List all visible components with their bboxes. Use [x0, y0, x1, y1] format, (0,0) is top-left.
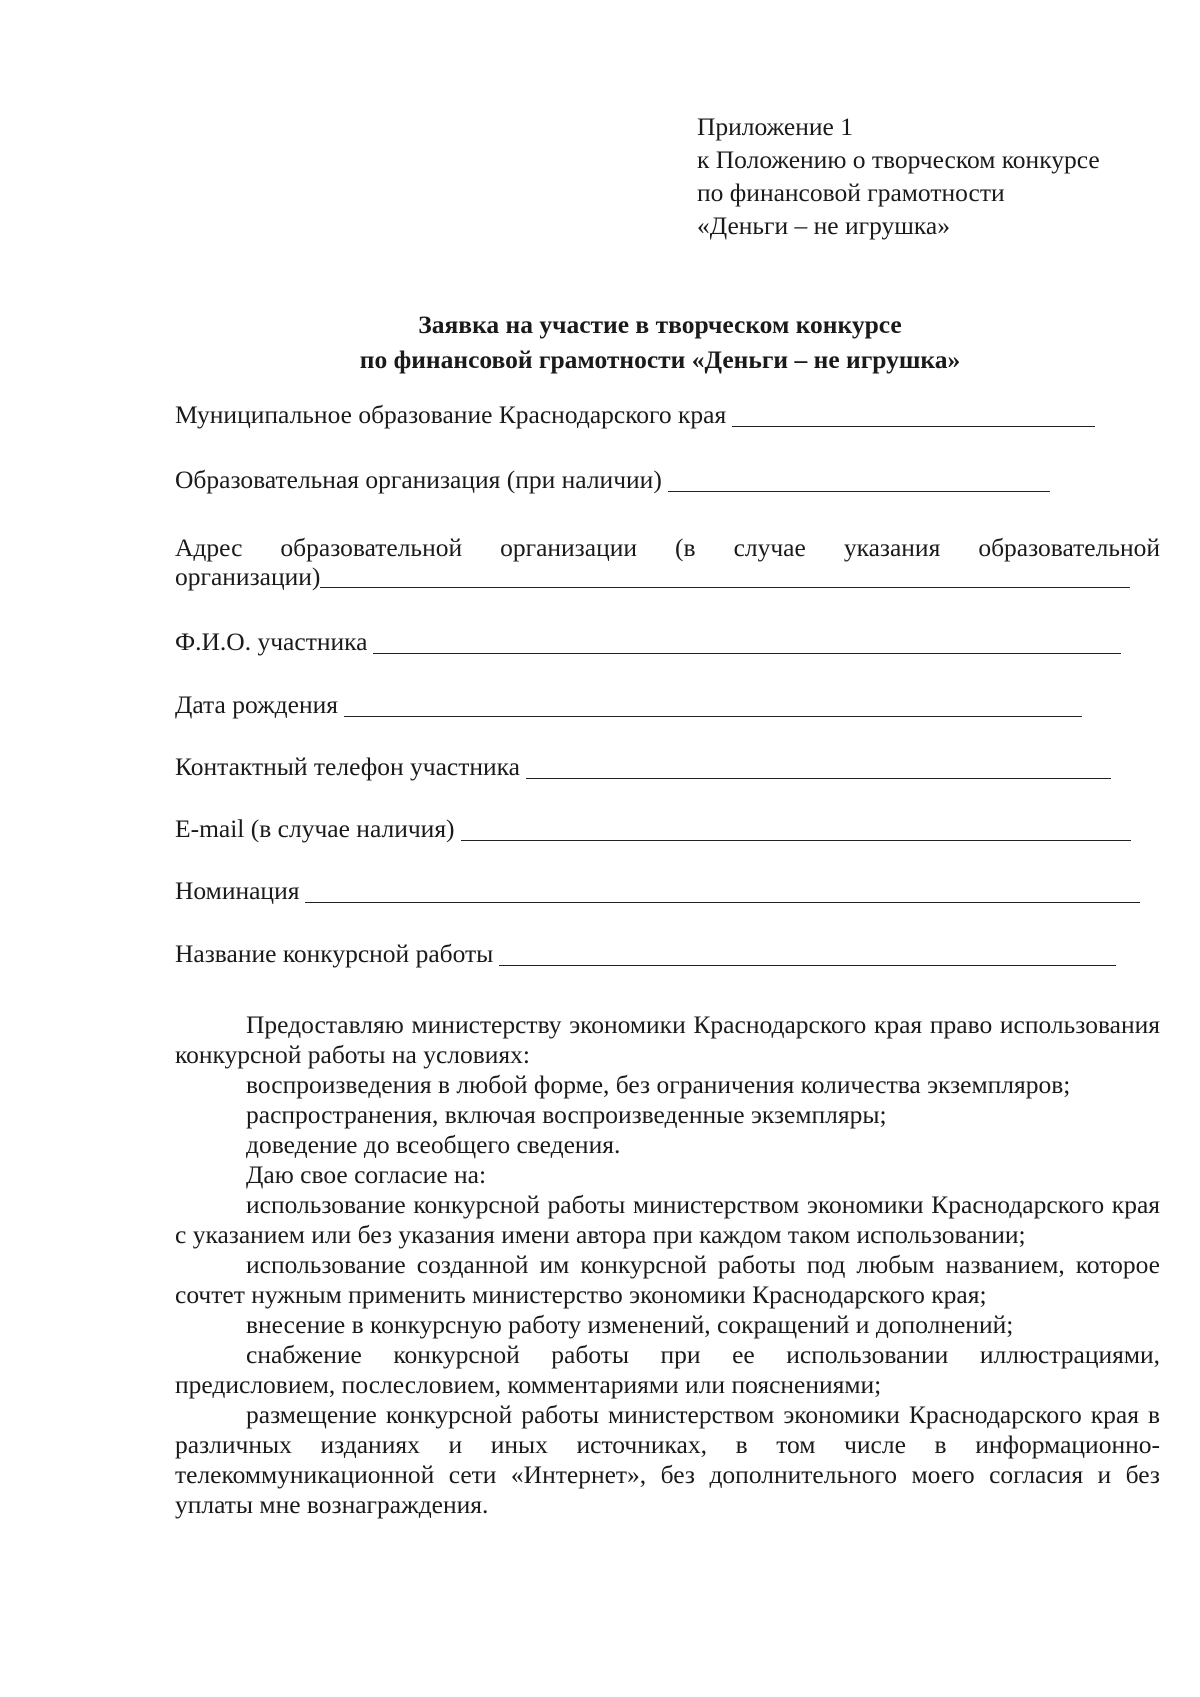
consent-paragraph: распространения, включая воспроизведенные экземпляры; [246, 1100, 887, 1129]
address-word: случае [733, 533, 806, 562]
email-label: E-mail (в случае наличия) [175, 814, 455, 843]
appendix-line-1: Приложение 1 [697, 112, 853, 141]
address-word: образовательной [280, 533, 463, 562]
organization-blank [668, 469, 1050, 492]
address-word: образовательной [978, 533, 1160, 562]
address-word: указания [843, 533, 941, 562]
consent-paragraph: использование конкурсной работы министерством экономики Краснодарского края с указанием или без указания имени автора при каждом таком использовании; [175, 1190, 1160, 1249]
address-label-line-1 [175, 533, 1160, 562]
appendix-line-3: по финансовой грамотности [697, 178, 1005, 207]
nomination-label: Номинация [175, 876, 300, 905]
phone-field [175, 752, 1111, 782]
phone-label: Контактный телефон участника [175, 752, 520, 781]
address-label-end: организации) [175, 562, 321, 591]
birth-date-field [175, 690, 1082, 720]
nomination-blank [305, 880, 1140, 903]
appendix-line-4: «Деньги – не игрушка» [697, 211, 950, 240]
municipality-label: Муниципальное образование Краснодарского края [175, 400, 727, 429]
address-field [175, 533, 1160, 591]
consent-paragraph: размещение конкурсной работы министерством экономики Краснодарского края в различных изданиях и иных источниках, в том числе в информационно-телекоммуникационной сети «Интернет», без дополнительного моего согласия и без уплаты мне вознаграждения. [175, 1400, 1160, 1519]
consent-paragraph: воспроизведения в любой форме, без ограничения количества экземпляров; [246, 1070, 1071, 1099]
consent-paragraph: внесение в конкурсную работу изменений, сокращений и дополнений; [246, 1310, 1014, 1339]
address-label-line-2 [175, 562, 1160, 591]
appendix-header [697, 110, 1167, 242]
work-title-blank [499, 943, 1116, 966]
phone-blank [526, 756, 1111, 779]
consent-paragraph: Даю свое согласие на: [246, 1160, 487, 1189]
work-title-field [175, 939, 1116, 969]
municipality-field [175, 400, 1095, 430]
consent-section [175, 1010, 1160, 1520]
full-name-field [175, 627, 1121, 657]
email-field [175, 814, 1131, 844]
consent-paragraph: Предоставляю министерству экономики Краснодарского края право использования конкурсной работы на условиях: [175, 1010, 1160, 1069]
birth-date-label: Дата рождения [175, 690, 338, 719]
appendix-line-2: к Положению о творческом конкурсе [697, 145, 1100, 174]
address-word: Адрес [175, 533, 243, 562]
address-blank [320, 565, 1130, 588]
nomination-field [175, 876, 1140, 906]
address-word: (в [675, 533, 696, 562]
address-word: организации [500, 533, 638, 562]
municipality-blank [732, 404, 1095, 427]
full-name-blank [373, 631, 1121, 654]
consent-paragraph: использование созданной им конкурсной работы под любым названием, которое сочтет нужным применить министерство экономики Краснодарского края; [175, 1250, 1160, 1309]
work-title-label: Название конкурсной работы [175, 939, 494, 968]
consent-paragraph: доведение до всеобщего сведения. [246, 1130, 621, 1159]
title-line-1: Заявка на участие в творческом конкурсе [418, 310, 902, 339]
title-line-2: по финансовой грамотности «Деньги – не игрушка» [359, 345, 961, 374]
organization-field [175, 465, 1050, 495]
email-blank [461, 818, 1131, 841]
full-name-label: Ф.И.О. участника [175, 627, 368, 656]
organization-label: Образовательная организация (при наличии) [175, 465, 662, 494]
document-title [160, 307, 1160, 377]
birth-date-blank [344, 694, 1082, 717]
consent-paragraph: снабжение конкурсной работы при ее использовании иллюстрациями, предисловием, послесловием, комментариями или пояснениями; [175, 1340, 1160, 1399]
